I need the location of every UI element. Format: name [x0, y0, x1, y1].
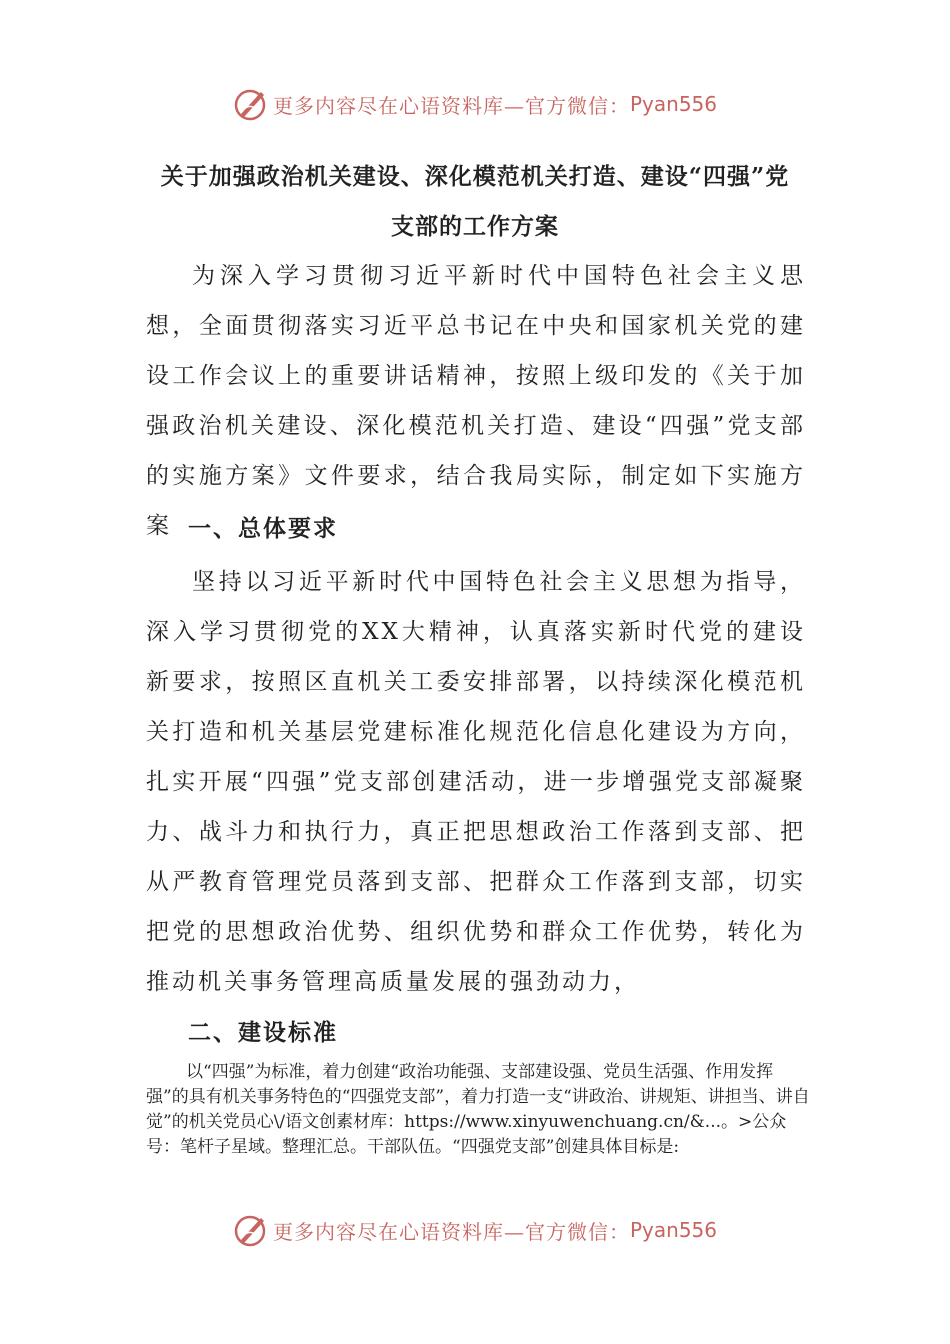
intro-paragraph: 为深入学习贯彻习近平新时代中国特色社会主义思想，全面贯彻落实习近平总书记在中央和国家机关党的建设工作会议上的重要讲话精神，按照上级印发的《关于加强政治机关建设、深化模范机关打造、建设“四强”党支部的实施方案》文件要求，结合我局实际，制定如下实施方案	[146, 263, 806, 539]
watermark-text: 更多内容尽在心语资料库—官方微信：	[272, 1219, 630, 1244]
watermark-banner-bottom	[0, 1210, 950, 1250]
pen-logo-icon	[233, 86, 269, 122]
section-heading-2: 二、建设标准	[188, 1019, 338, 1046]
pen-logo-icon	[233, 1212, 269, 1248]
watermark-banner-top	[0, 84, 950, 124]
document-title: 关于加强政治机关建设、深化模范机关打造、建设“四强”党支部的工作方案	[160, 163, 790, 240]
watermark-id: Pyan556	[629, 1218, 717, 1242]
section-1-paragraph: 坚持以习近平新时代中国特色社会主义思想为指导，深入学习贯彻党的XX大精神，认真落实新时代党的建设新要求，按照区直机关工委安排部署，以持续深化模范机关打造和机关基层党建标准化规范化信息化建设为方向，扎实开展“四强”党支部创建活动，进一步增强党支部凝聚力、战斗力和执行力，真正把思想政治工作落到支部、把从严教育管理党员落到支部、把群众工作落到支部，切实把党的思想政治优势、组织优势和群众工作优势，转化为推动机关事务管理高质量发展的强劲动力，	[146, 569, 806, 995]
watermark-text: 更多内容尽在心语资料库—官方微信：	[272, 93, 630, 118]
section-heading-1: 一、总体要求	[188, 515, 338, 542]
watermark-id: Pyan556	[629, 92, 717, 116]
section-2-paragraph: 以“四强”为标准，着力创建“政治功能强、支部建设强、党员生活强、作用发挥强”的具有机关事务特色的“四强党支部”，着力打造一支“讲政治、讲规矩、讲担当、讲自觉”的机关党员心\/语文创素材库：https://www.xinyuwenchuang.cn/&...。>公众号：笔杆子星域。整理汇总。干部队伍。“四强党支部”创建具体目标是:	[146, 1062, 810, 1157]
